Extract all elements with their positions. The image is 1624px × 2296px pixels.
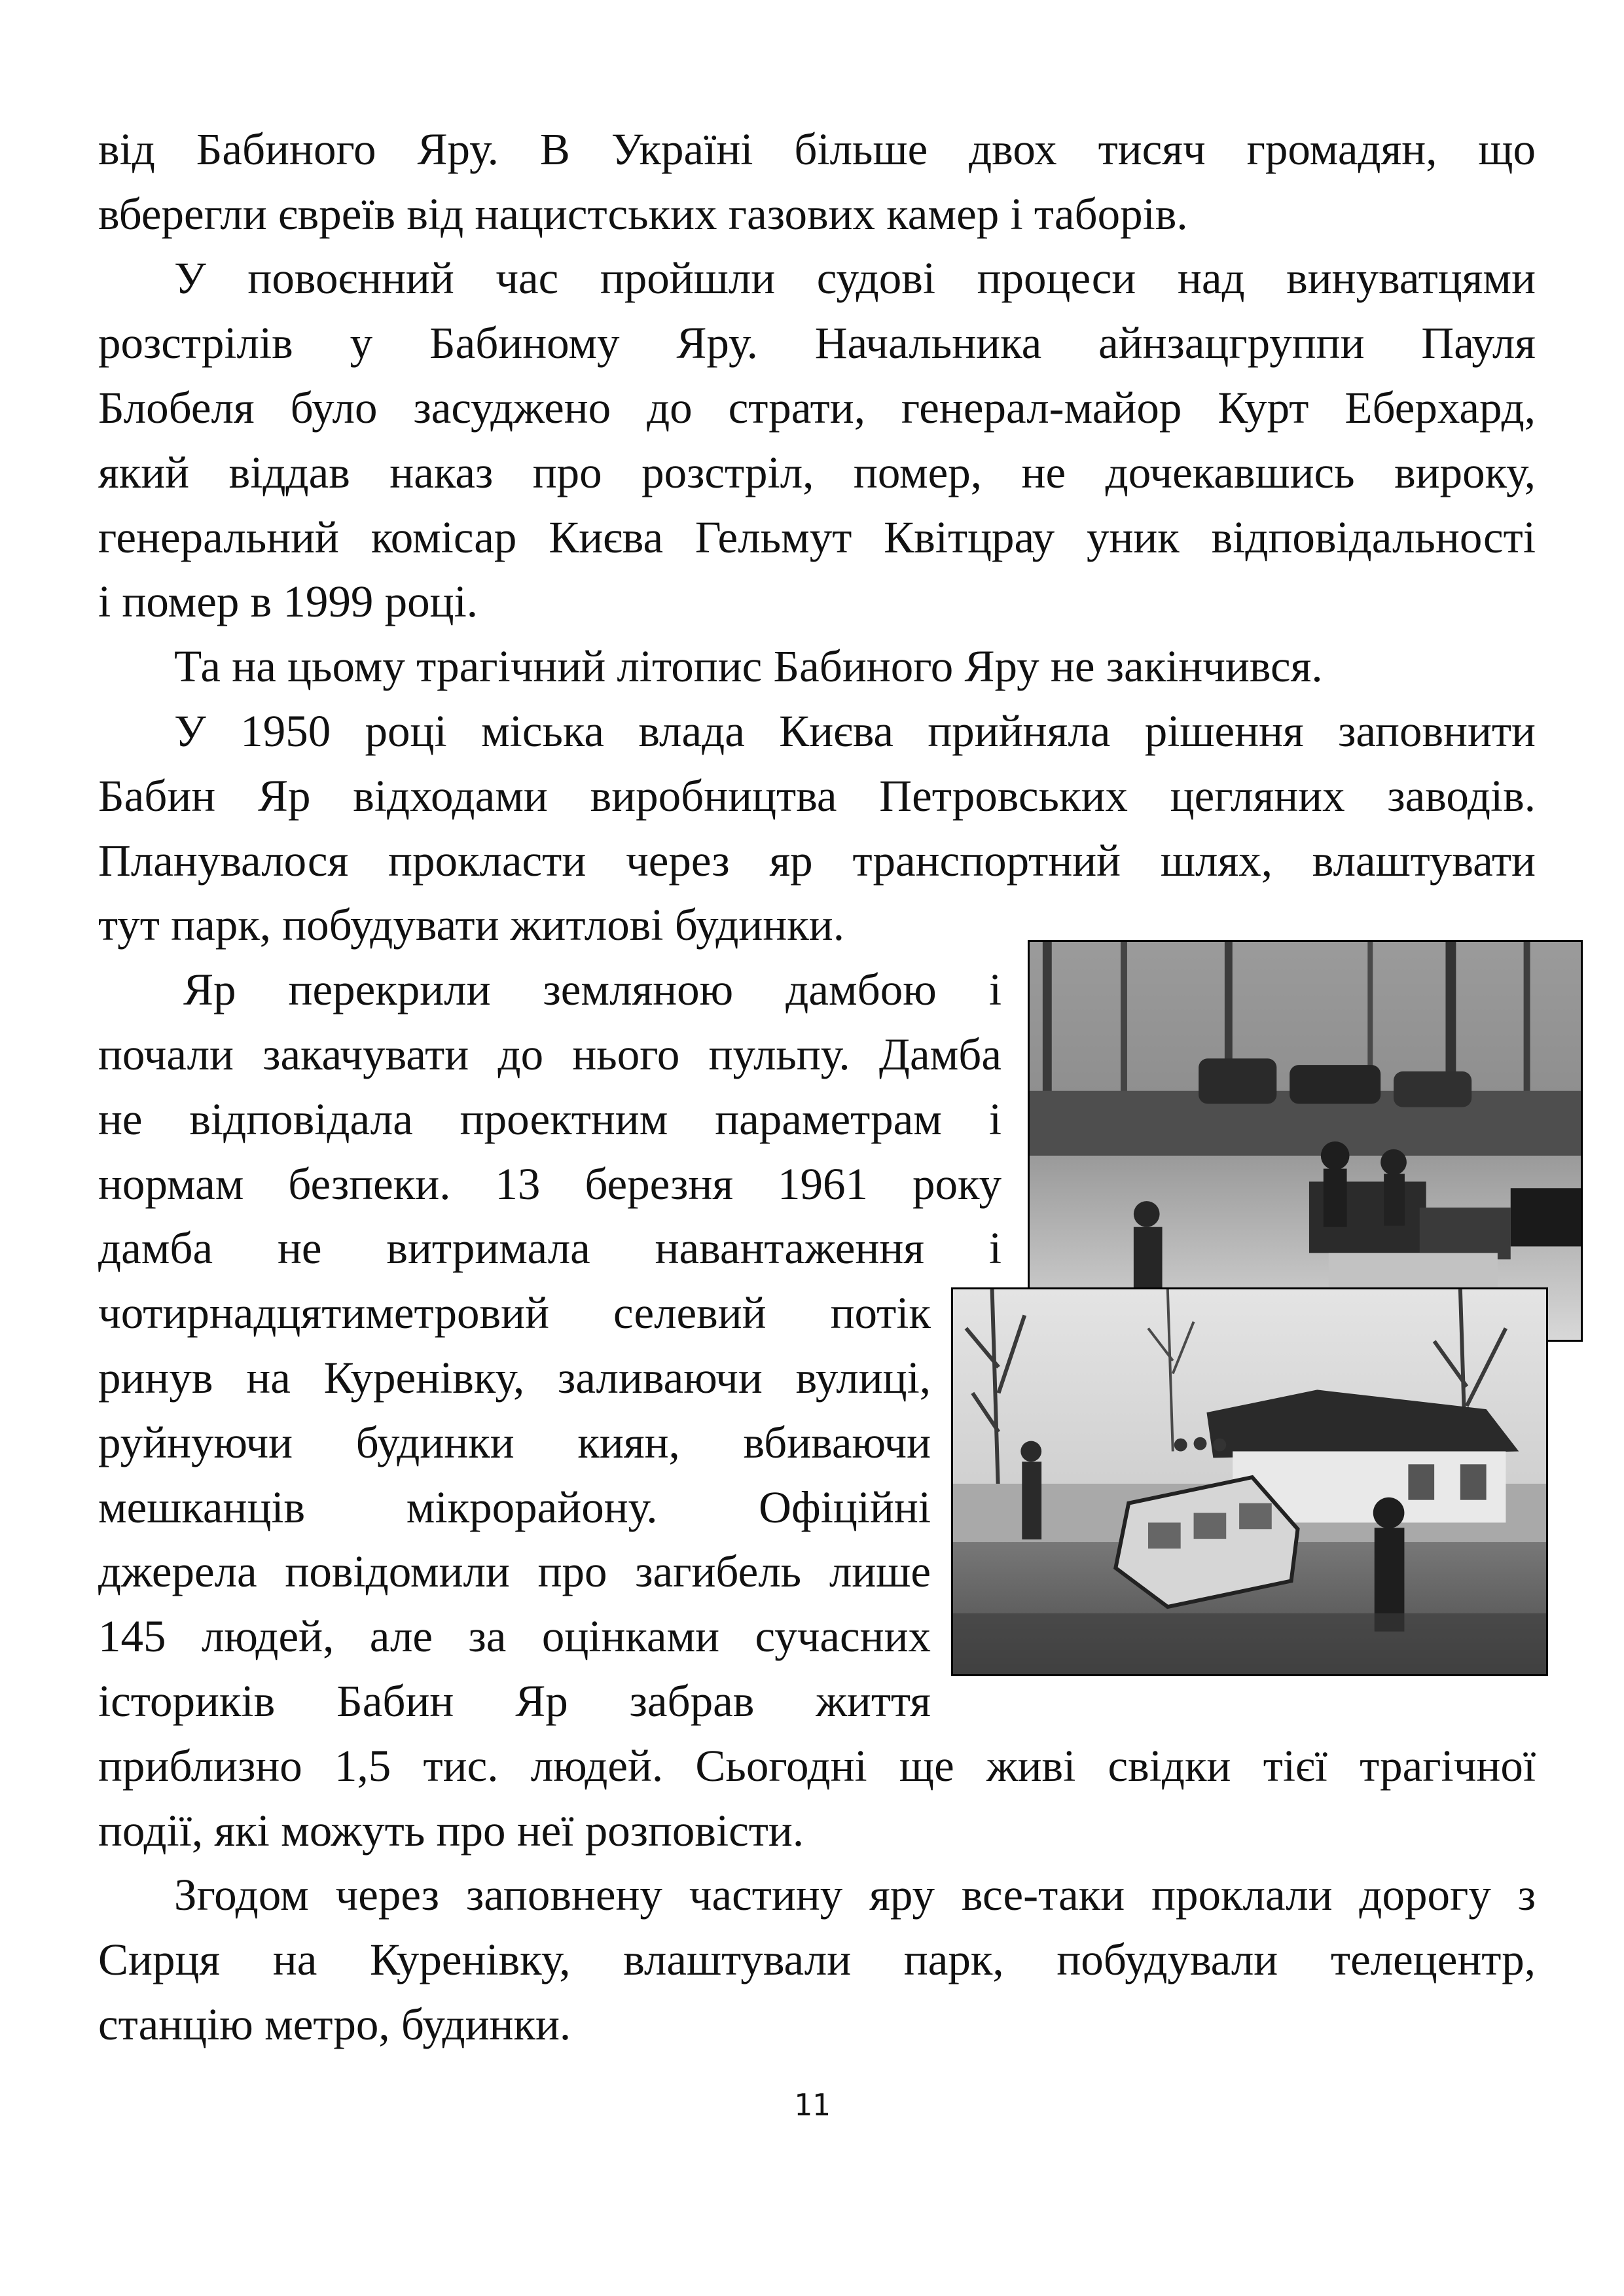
text-line: події, які можуть про неї розповісти.	[98, 1806, 804, 1856]
text-line: Блобеля було засуджено до страти, генерал-майор Курт Еберхард,	[98, 383, 1536, 433]
text-line: У повоєнний час пройшли судові процеси над винуватцями	[174, 253, 1536, 303]
text-line: від Бабиного Яру. В Україні більше двох тисяч громадян, що	[98, 124, 1536, 174]
text-line: істориків Бабин Яр забрав життя	[98, 1676, 931, 1726]
text-line: вберегли євреїв від нацистських газових камер і таборів.	[98, 189, 1188, 239]
text-line: Згодом через заповнену частину яру все-таки проклали дорогу з	[174, 1870, 1536, 1920]
text-line: і помер в 1999 році.	[98, 577, 478, 626]
text-line: Сирця на Куренівку, влаштували парк, побудували телецентр,	[98, 1935, 1536, 1984]
text-line: не відповідала проектним параметрам і	[98, 1094, 1001, 1144]
text-line: почали закачувати до нього пульпу. Дамба	[98, 1030, 1001, 1079]
flood-street-photo	[1028, 940, 1583, 1342]
text-line: дамба не витримала навантаження і	[98, 1223, 1001, 1273]
text-line: чотирнадцятиметровий селевий потік	[98, 1288, 931, 1338]
text-line: станцію метро, будинки.	[98, 2000, 571, 2049]
text-line: Планувалося прокласти через яр транспортний шлях, влаштувати	[98, 836, 1536, 886]
page-number: 11	[793, 2087, 831, 2123]
flood-house-photo	[951, 1287, 1548, 1676]
text-line: мешканців мікрорайону. Офіційні	[98, 1482, 931, 1532]
text-line: У 1950 році міська влада Києва прийняла рішення заповнити	[174, 706, 1536, 756]
text-line: який віддав наказ про розстріл, помер, не дочекавшись вироку,	[98, 448, 1536, 497]
text-line: ринув на Куренівку, заливаючи вулиці,	[98, 1353, 931, 1403]
text-line: тут парк, побудувати житлові будинки.	[98, 900, 844, 950]
text-line: 145 людей, але за оцінками сучасних	[98, 1611, 931, 1661]
text-line: приблизно 1,5 тис. людей. Сьогодні ще живі свідки тієї трагічної	[98, 1741, 1536, 1791]
text-line: нормам безпеки. 13 березня 1961 року	[98, 1159, 1001, 1209]
text-line: руйнуючи будинки киян, вбиваючи	[98, 1418, 931, 1467]
text-line: розстрілів у Бабиному Яру. Начальника айнзацгруппи Пауля	[98, 318, 1536, 368]
text-line: генеральний комісар Києва Гельмут Квітцрау уник відповідальності	[98, 512, 1536, 562]
text-line: джерела повідомили про загибель лише	[98, 1547, 931, 1596]
text-line: Бабин Яр відходами виробництва Петровських цегляних заводів.	[98, 771, 1536, 821]
text-line: Та на цьому трагічний літопис Бабиного Яру не закінчився.	[174, 641, 1323, 691]
text-line: Яр перекрили земляною дамбою і	[183, 965, 1001, 1014]
